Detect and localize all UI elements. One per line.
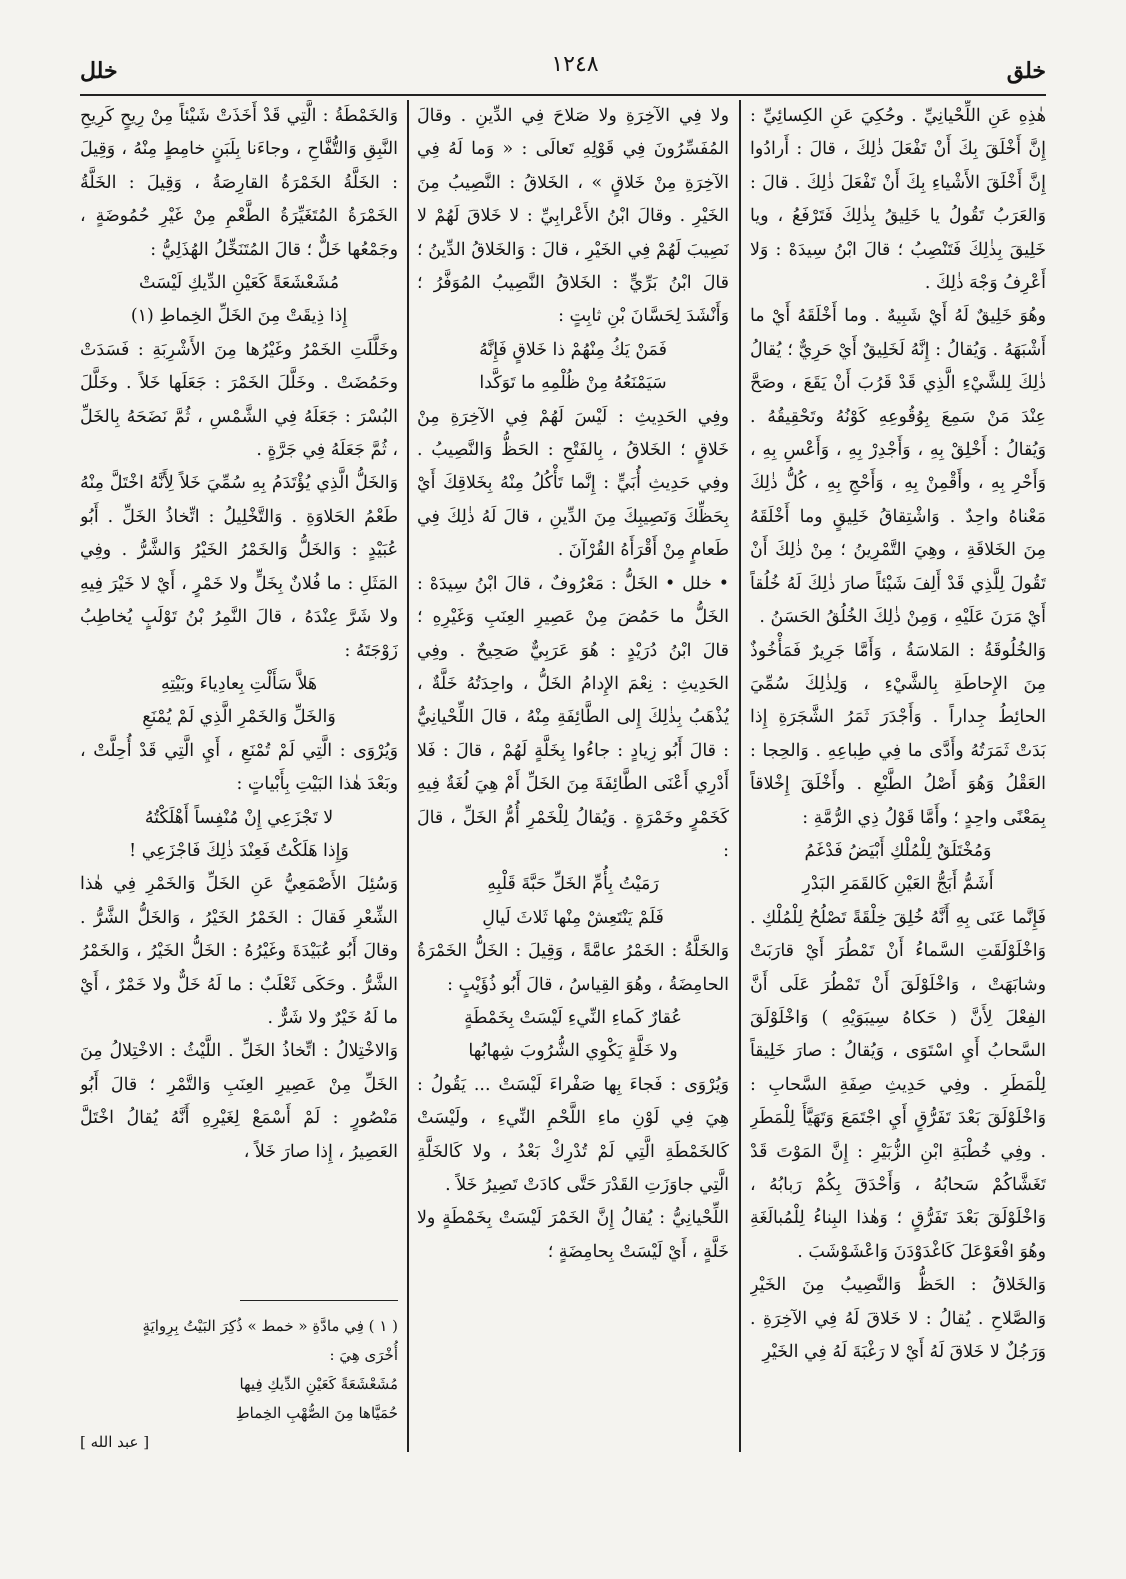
paragraph: اللِّحْيانِيُّ : يُقالُ إِنَّ الخَمْرَ لَيْسَتْ بِخَمْطَةٍ ولا خَلَّةٍ ، أَيْ لَيْسَتْ بِحامِضَةٍ ؛ [417, 1208, 729, 1262]
footnote-line: ( ١ ) فِي مادَّةِ « خمط » ذُكِرَ البَيْتُ بِرِوايَةٍ [142, 1317, 398, 1335]
text-column-right [750, 100, 1046, 1452]
paragraph: وَسُئِلَ الأَصْمَعِيُّ عَنِ الخَلِّ وَالخَمْرِ فِي هٰذا الشِّعْرِ فَقالَ : الخَمْرُ الخَيْرُ ، وَالخَلُّ الشَّرُّ . وقالَ أَبُو عُبَيْدَةَ وغَيْرُهُ : الخَلُّ الخَيْرُ ، وَالخَمْرُ الشَّرُّ . وحَكَى ثَعْلَبٌ : ما لَهُ خَلٌّ ولا خَمْرٌ ، أَيْ ما لَهُ خَيْرٌ ولا شَرٌّ . [80, 874, 398, 1028]
verse-line: مُشَعْشَعَةً كَعَيْنِ الدِّيكِ لَيْسَتْ [138, 273, 340, 294]
header-rule [80, 94, 1046, 96]
verse-line: وَمُخْتَلَقٌ لِلْمُلْكِ أَبْيَضُ فَدْغَمُ [804, 840, 992, 861]
paragraph: وَيُرْوَى : فَجاءَ بِها صَفْراءَ لَيْسَتْ ... يَقُولُ : هِيَ فِي لَوْنِ ماءِ اللَّحْمِ النِّيءِ ، ولَيْسَتْ كَالخَمْطَةِ الَّتِي لَمْ تُدْرِكْ بَعْدُ ، ولا كَالخَلَّةِ الَّتِي جاوَزَتِ القَدْرَ حَتَّى كادَتْ تَصِيرُ خَلاً . [417, 1074, 729, 1195]
verse-line: ولا خَلَّةٍ يَكْوِي الشُّرُوبَ شِهابُها [468, 1041, 678, 1062]
page-number: ١٢٤٨ [551, 52, 599, 77]
verse-line: هَلاَّ سَأَلْتِ بِعادِياءَ وبَيْتِهِ [160, 673, 318, 694]
paragraph: هٰذِهِ عَنِ اللِّحْيانِيِّ . وحُكِيَ عَنِ الكِسائِيِّ : إِنَّ أَخْلَقَ بِكَ أَنْ تَفْعَلَ ذٰلِكَ ، قالَ : أَرادُوا إِنَّ أَخْلَقَ الأَشْياءِ بِكَ أَنْ تَفْعَلَ ذٰلِكَ . قالَ : وَالعَرَبُ تَقُولُ يا خَلِيقُ بِذٰلِكَ فَتَرْفَعُ ، ويا خَلِيقَ بِذٰلِكَ فَتَنْصِبُ ؛ قالَ ابْنُ سِيدَهْ : وَلا أَعْرِفُ وَجْهَ ذٰلِكَ . [750, 106, 1046, 294]
column-divider-left [407, 100, 409, 1452]
verse-line: إِذا ذِيقَتْ مِنَ الخَلِّ الخِماطِ (١) [130, 306, 348, 327]
column-divider-right [739, 100, 741, 1452]
paragraph: وَالخَمْطَةُ : الَّتِي قَدْ أَخَذَتْ شَيْئاً مِنْ رِيحٍ كَرِيحِ النَّبِقِ وَالتُّفَّاحِ ، وجاءَنا بِلَبَنٍ خامِطٍ مِنْهُ ، وَقِيلَ : الخَلَّةُ الخَمْرَةُ القارِصَةُ ، وَقِيلَ : الخَلَّةُ الخَمْرَةُ المُتَغَيِّرَةُ الطَّعْمِ مِنْ غَيْرِ حُمُوضَةٍ ، وجَمْعُها خَلٌّ ؛ قالَ المُتَنَخِّلُ الهُذَلِيُّ : [80, 106, 398, 260]
paragraph: وَالخُلُوقَةُ : المَلاسَةُ ، وَأَمَّا جَرِيرٌ فَمَأْخُوذٌ مِنَ الإِحاطَةِ بِالشَّيْءِ ، وَلِذٰلِكَ سُمِّيَ الحائِطُ جِداراً . وَأَجْدَرَ ثَمَرُ الشَّجَرَةِ إِذا بَدَتْ ثَمَرَتُهُ وأَدَّى ما فِي طِباعِهِ . وَالحِجا : العَقْلُ وَهُوَ أَصْلُ الطَّبْعِ . وأَخْلَقَ إِخْلاقاً بِمَعْنًى واحِدٍ ؛ وأَمَّا قَوْلُ ذِي الرُّمَّةِ : [750, 640, 1046, 828]
footnote-signature: [ عبد الله ] [80, 1433, 150, 1451]
footnote-rule [240, 1300, 398, 1301]
text-column-left [80, 100, 398, 1193]
footnote-line: مُشَعْشَعَةً كَعَيْنِ الدِّيكِ فِيها [239, 1375, 398, 1393]
footnote-line: حُمَيَّاها مِنَ الصُّهْبِ الخِماطِ [235, 1404, 398, 1422]
footnote [80, 1312, 398, 1462]
paragraph: وَالخَلُّ الَّذِي يُؤْتَدَمُ بِهِ سُمِّيَ خَلاً لِأَنَّهُ اخْتَلَّ مِنْهُ طَعْمُ الحَلاوَةِ . وَالتَّخْلِيلُ : اتِّخاذُ الخَلِّ . أَبُو عُبَيْدٍ : وَالخَلُّ وَالخَمْرُ الخَيْرُ وَالشَّرُّ . وفِي المَثَلِ : ما فُلانٌ بِخَلٍّ ولا خَمْرٍ ، أَيْ لا خَيْرَ فِيهِ ولا شَرَّ عِنْدَهُ ، قالَ النَّمِرُ بْنُ تَوْلَبٍ يُخاطِبُ زَوْجَتَهُ : [80, 473, 398, 661]
verse-line: أَشَمُّ أَبَجُّ العَيْنِ كَالقَمَرِ البَدْرِ [802, 874, 994, 895]
paragraph: ولا فِي الآخِرَةِ ولا صَلاحَ فِي الدِّينِ . وقالَ المُفَسِّرُونَ فِي قَوْلِهِ تَعالَى : « وَما لَهُ فِي الآخِرَةِ مِنْ خَلاقٍ » ، الخَلاقُ : النَّصِيبُ مِنَ الخَيْرِ . وقالَ ابْنُ الأَعْرابِيِّ : لا خَلاقَ لَهُمْ لا نَصِيبَ لَهُمْ فِي الخَيْرِ ، قالَ : وَالخَلاقُ الدِّينُ ؛ قالَ ابْنُ بَرِّيٍّ : الخَلاقُ النَّصِيبُ المُوَفَّرُ ؛ وَأَنْشَدَ لِحَسَّانَ بْنِ ثابِتٍ : [417, 106, 729, 327]
paragraph: وَالخَلاقُ : الحَظُّ وَالنَّصِيبُ مِنَ الخَيْرِ وَالصَّلاحِ . يُقالُ : لا خَلاقَ لَهُ فِي الآخِرَةِ . وَرَجُلٌ لا خَلاقَ لَهُ أَيْ لا رَغْبَةَ لَهُ فِي الخَيْرِ [750, 1275, 1046, 1363]
paragraph: وَالاخْتِلالُ : اتِّخاذُ الخَلِّ . اللَّيْثُ : الاخْتِلالُ مِنَ الخَلِّ مِنْ عَصِيرِ العِنَبِ وَالتَّمْرِ ؛ قالَ أَبُو مَنْصُورٍ : لَمْ أَسْمَعْ لِغَيْرِهِ أَنَّهُ يُقالُ اخْتَلَّ العَصِيرُ ، إِذا صارَ خَلاً ، [80, 1041, 398, 1162]
verse-line: لا تَجْزَعِي إِنْ مُنْفِساً أَهْلَكْتُهُ [144, 807, 334, 828]
verse-line: وَإِذا هَلَكْتُ فَعِنْدَ ذٰلِكَ فَاجْزَعِي ! [129, 840, 349, 861]
verse-line: فَمَنْ يَكُ مِنْهُمْ ذا خَلاقٍ فَإِنَّهُ [479, 339, 667, 360]
verse-line: وَالخَلِّ وَالخَمْرِ الَّذِي لَمْ يُمْنَعِ [142, 707, 336, 728]
verse-line: فَلَمْ يَنْتَعِشْ مِنْها ثَلاثَ لَيالِ [482, 907, 664, 928]
verse-line: رَمَيْتُ بِأُمِّ الخَلِّ حَبَّةَ قَلْبِهِ [487, 874, 659, 895]
paragraph: فَإِنَّما عَنَى بِهِ أَنَّهُ خُلِقَ خِلْقَةً تَصْلُحُ لِلْمُلْكِ . وَاخْلَوْلَقَتِ السَّماءُ أَنْ تَمْطُرَ أَيْ قارَبَتْ وشابَهَتْ ، وَاخْلَوْلَقَ أَنْ تَمْطُرَ عَلَى أَنَّ الفِعْلَ لِأَنَّ ( حَكاهُ سِيبَوَيْهِ ) وَاخْلَوْلَقَ السَّحابُ أَيِ اسْتَوَى ، وَيُقالُ : صارَ خَلِيقاً لِلْمَطَرِ . وفِي حَدِيثِ صِفَةِ السَّحابِ : وَاخْلَوْلَقَ بَعْدَ تَفَرُّقٍ أَيِ اجْتَمَعَ وَتَهَيَّأَ لِلْمَطَرِ . وفِي خُطْبَةِ ابْنِ الزُّبَيْرِ : إِنَّ المَوْتَ قَدْ تَغَشَّاكُمْ سَحابُهُ ، وَأَحْدَقَ بِكُمْ رَبابُهُ ، وَاخْلَوْلَقَ بَعْدَ تَفَرُّقٍ ؛ وَهٰذا البِناءُ لِلْمُبالَغَةِ وهُوَ افْعَوْعَلَ كَاغْدَوْدَنَ وَاعْشَوْشَبَ . [750, 907, 1046, 1262]
paragraph: وَيُرْوَى : الَّتِي لَمْ تُمْنَعِ ، أَيِ الَّتِي قَدْ أُحِلَّتْ ، وبَعْدَ هٰذا البَيْتِ بِأَبْياتٍ : [80, 740, 398, 795]
footnote-line: أُخْرَى هِيَ : [329, 1346, 398, 1364]
paragraph: وفِي الحَدِيثِ : لَيْسَ لَهُمْ فِي الآخِرَةِ مِنْ خَلاقٍ ؛ الخَلاقُ ، بِالفَتْحِ : الحَظُّ وَالنَّصِيبُ . وفِي حَدِيثِ أُبَيٍّ : إِنَّما تَأْكُلُ مِنْهُ بِخَلاقِكَ أَيْ بِحَظِّكَ وَنَصِيبِكَ مِنَ الدِّينِ ، قالَ لَهُ ذٰلِكَ فِي طَعامٍ مِنْ أَقْرَأَهُ القُرْآنَ . [417, 406, 729, 561]
paragraph: وهُوَ خَلِيقٌ لَهُ أَيْ شَبِيهٌ . وما أَخْلَقَهُ أَيْ ما أَشْبَهَهُ . وَيُقالُ : إِنَّهُ لَخَلِيقٌ أَيْ حَرِيٌّ ؛ يُقالُ ذٰلِكَ لِلشَّيْءِ الَّذِي قَدْ قَرُبَ أَنْ يَقَعَ ، وصَحَّ عِنْدَ مَنْ سَمِعَ بِوُقُوعِهِ كَوْنُهُ وتَحْقِيقُهُ . وَيُقالُ : أَخْلِقْ بِهِ ، وَأَجْدِرْ بِهِ ، وَأَعْسِ بِهِ ، وَأَحْرِ بِهِ ، وأَقْمِنْ بِهِ ، وَأَحْجِ بِهِ ، كُلُّ ذٰلِكَ مَعْناهُ واحِدٌ . وَاشْتِقاقُ خَلِيقٍ وما أَخْلَقَهُ مِنَ الخَلاقَةِ ، وهِيَ التَّمْرِينُ ؛ مِنْ ذٰلِكَ أَنْ تَقُولَ لِلَّذِي قَدْ أَلِفَ شَيْئاً صارَ ذٰلِكَ لَهُ خُلُقاً أَيْ مَرَنَ عَلَيْهِ ، وَمِنْ ذٰلِكَ الخُلُقُ الحَسَنُ . [750, 306, 1046, 628]
verse-line: عُقارٌ كَماءِ النِّيءِ لَيْسَتْ بِخَمْطَةٍ [464, 1007, 682, 1028]
header-right-word: خلق [1006, 58, 1046, 84]
page-header [80, 48, 1046, 88]
paragraph: وخَلَّلَتِ الخَمْرُ وغَيْرُها مِنَ الأَشْرِبَةِ : فَسَدَتْ وحَمُضَتْ . وخَلَّلَ الخَمْرَ : جَعَلَها خَلاً . وخَلَّلَ البُسْرَ : جَعَلَهُ فِي الشَّمْسِ ، ثُمَّ نَضَحَهُ بِالخَلِّ ، ثُمَّ جَعَلَهُ فِي جَرَّةٍ . [80, 339, 398, 461]
paragraph: • خلل • الخَلُّ : مَعْرُوفٌ ، قالَ ابْنُ سِيدَهْ : الخَلُّ ما حَمُضَ مِنْ عَصِيرِ العِنَبِ وَغَيْرِهِ ؛ قالَ ابْنُ دُرَيْدٍ : هُوَ عَرَبِيٌّ صَحِيحٌ . وفِي الحَدِيثِ : نِعْمَ الإِدامُ الخَلُّ ، واحِدَتُهُ خَلَّةٌ ، يُذْهَبُ بِذٰلِكَ إِلى الطَّائِفَةِ مِنْهُ ، قالَ اللِّحْيانِيُّ : قالَ أَبُو زِيادٍ : جاءُوا بِخَلَّةٍ لَهُمْ ، قالَ : فَلا أَدْرِي أَعْنَى الطَّائِفَةَ مِنَ الخَلِّ أَمْ هِيَ لُغَةٌ فِيهِ كَخَمْرٍ وخَمْرَةٍ . وَيُقالُ لِلْخَمْرِ أُمُّ الخَلِّ ، قالَ : [417, 573, 729, 861]
verse-line: سَيَمْنَعُهُ مِنْ ظُلْمِهِ ما تَوَكَّدا [479, 373, 667, 394]
header-left-word: خلل [80, 58, 118, 84]
text-column-middle [417, 100, 729, 1452]
paragraph: وَالخَلَّةُ : الخَمْرُ عامَّةً ، وَقِيلَ : الخَلُّ الخَمْرَةُ الحامِضَةُ ، وهُوَ القِياسُ ، قالَ أَبُو ذُؤَيْبٍ : [417, 941, 729, 995]
